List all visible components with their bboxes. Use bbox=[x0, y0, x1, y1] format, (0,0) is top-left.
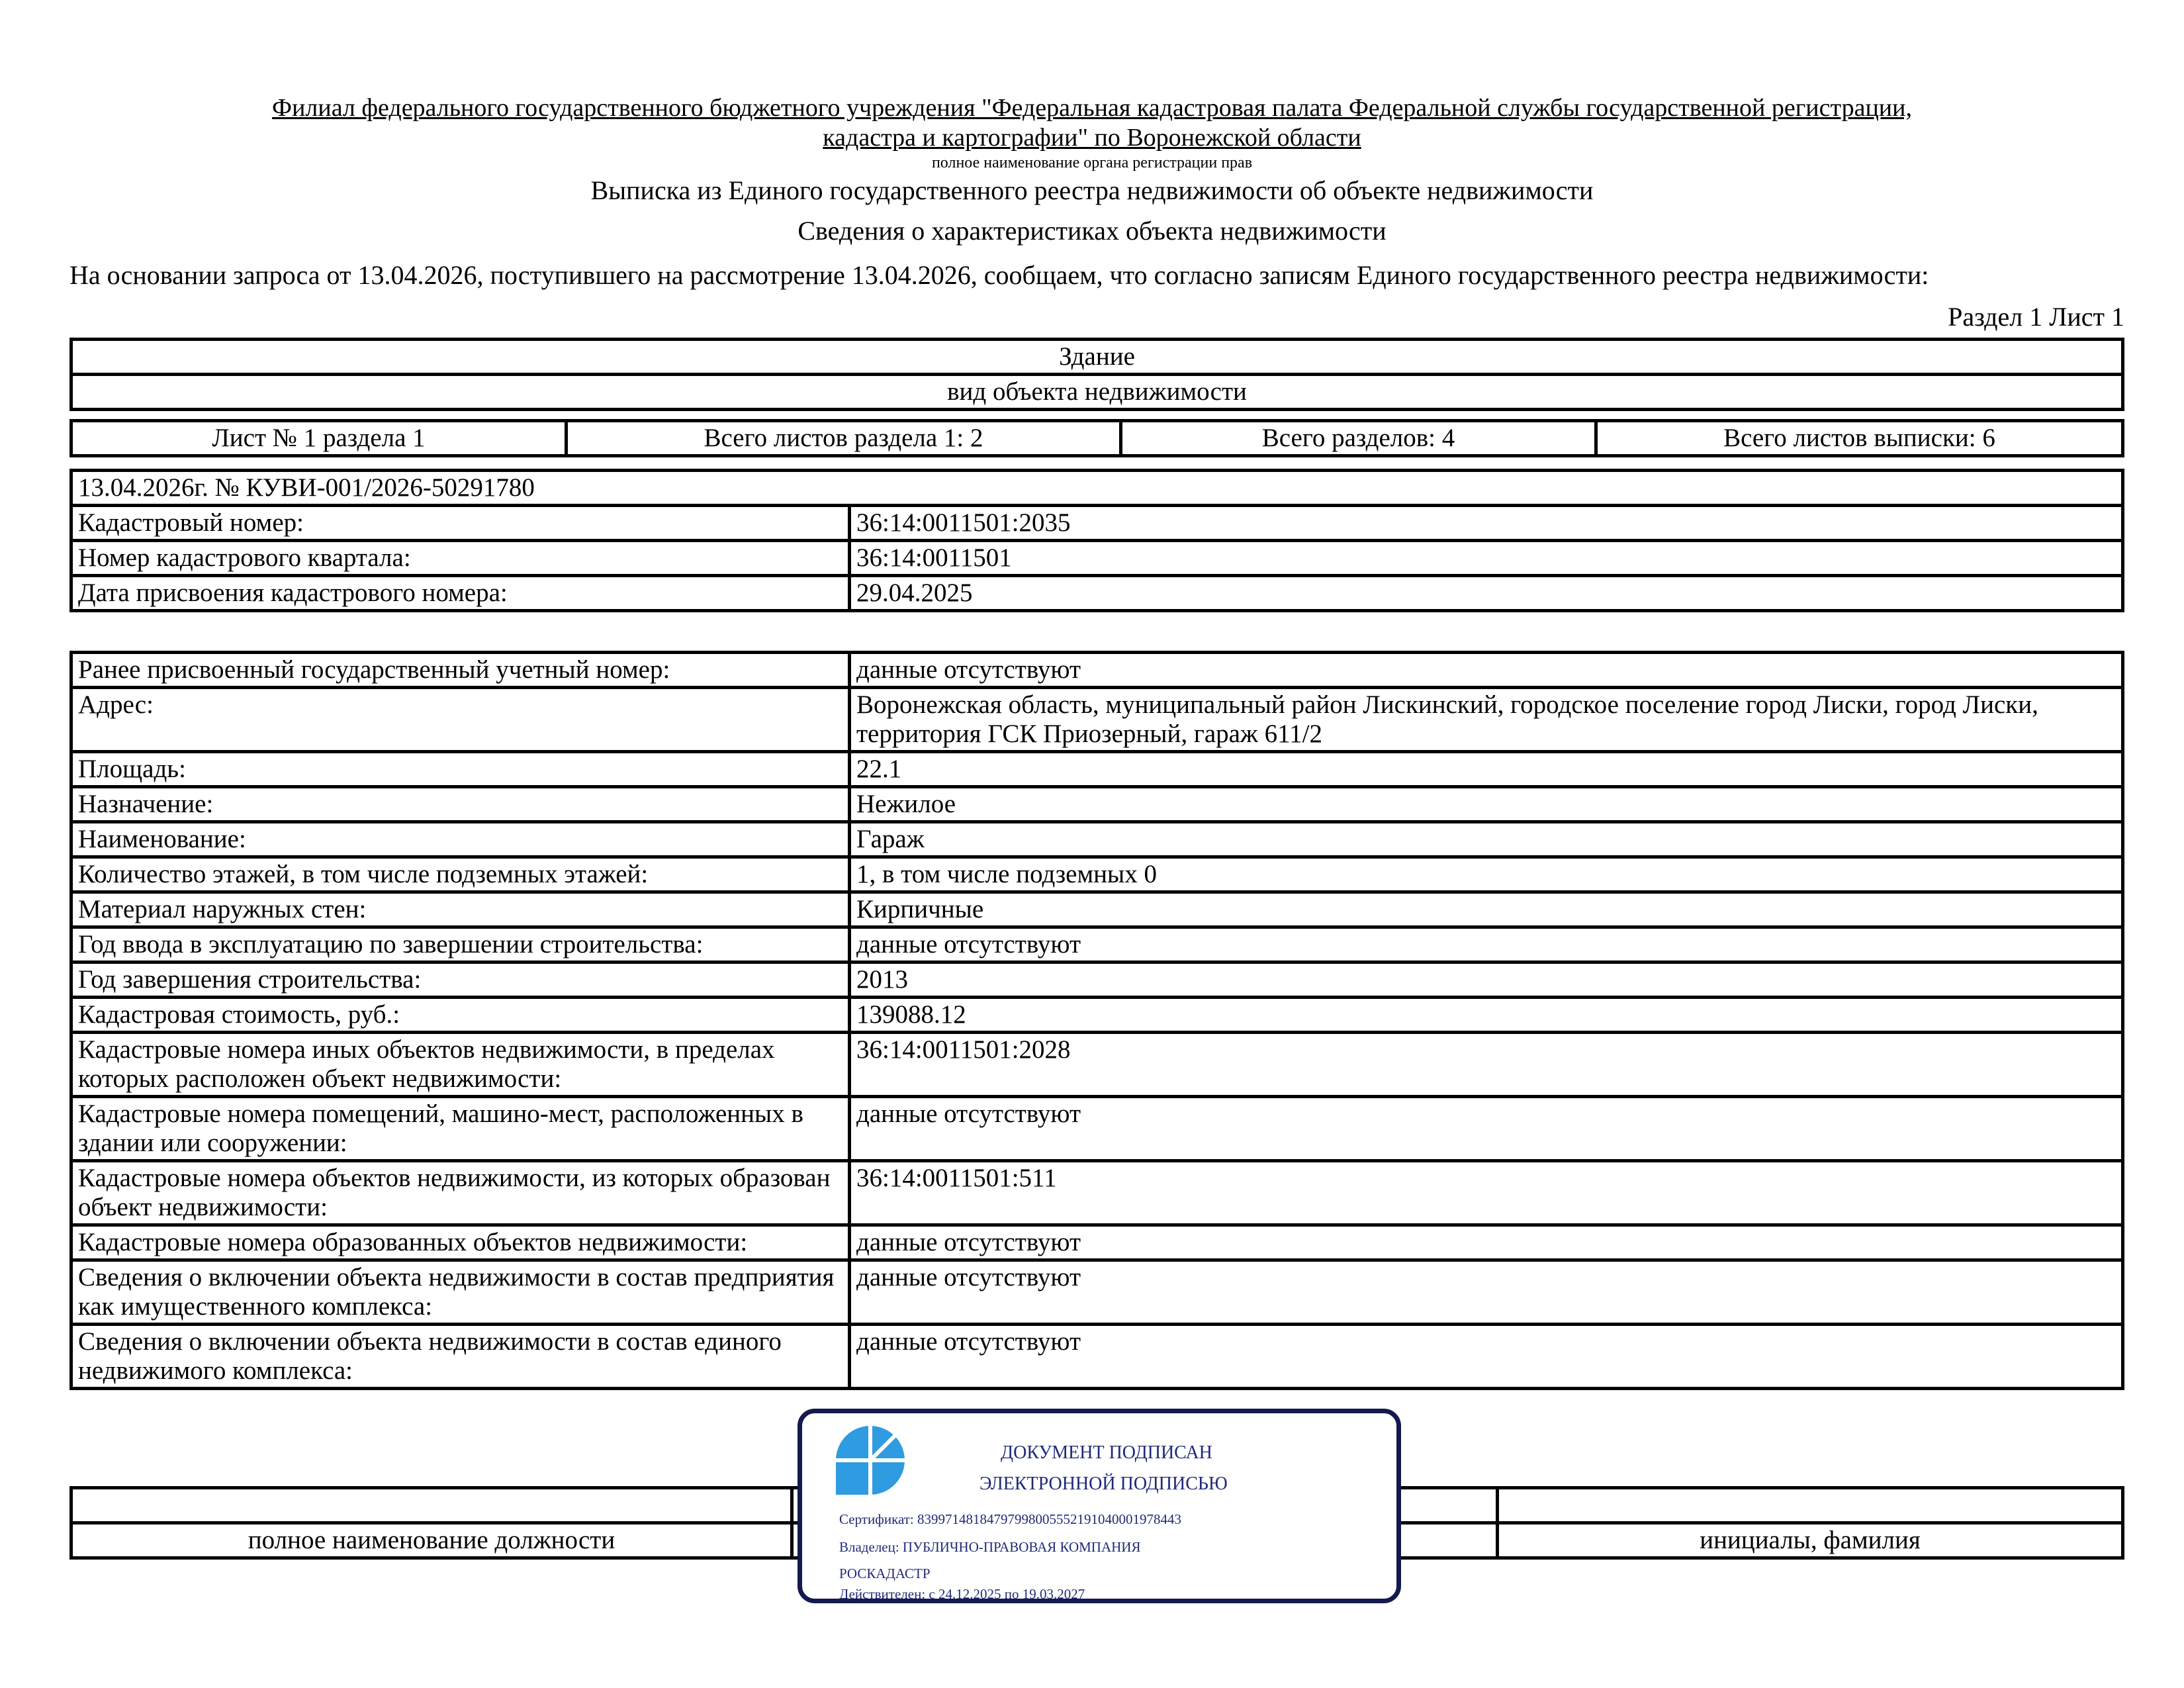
total-sections: Всего разделов: 4 bbox=[1121, 421, 1596, 456]
table-row bbox=[71, 1161, 2123, 1225]
request-reference: 13.04.2026г. № КУВИ-001/2026-50291780 bbox=[71, 471, 2123, 506]
document-subtitle: Сведения о характеристиках объекта недвижимости bbox=[797, 216, 1387, 246]
row-value: данные отсутствуют bbox=[850, 1225, 2123, 1260]
row-value: 36:14:0011501:2035 bbox=[850, 506, 2123, 541]
row-value: данные отсутствуют bbox=[850, 927, 2123, 962]
table-row bbox=[71, 787, 2123, 822]
row-label: Номер кадастрового квартала: bbox=[71, 541, 850, 576]
table-row bbox=[71, 1097, 2123, 1161]
row-value: данные отсутствуют bbox=[850, 653, 2123, 688]
sheet-number: Лист № 1 раздела 1 bbox=[71, 421, 567, 456]
sheets-info-table bbox=[69, 419, 2124, 457]
characteristics-table bbox=[69, 651, 2124, 1390]
section-sheet-ref: Раздел 1 Лист 1 bbox=[1948, 302, 2124, 332]
row-value: Гараж bbox=[850, 822, 2123, 857]
stamp-owner-line2: РОСКАДАСТР bbox=[839, 1566, 931, 1581]
row-label: Кадастровая стоимость, руб.: bbox=[71, 998, 850, 1033]
table-row bbox=[71, 688, 2123, 752]
table-row bbox=[71, 576, 2123, 611]
row-label: Кадастровые номера образованных объектов недвижимости: bbox=[71, 1225, 850, 1260]
stamp-validity: Действителен: с 24.12.2025 по 19.03.2027 bbox=[839, 1586, 1085, 1602]
row-label: Наименование: bbox=[71, 822, 850, 857]
row-value: 1, в том числе подземных 0 bbox=[850, 857, 2123, 892]
table-row bbox=[71, 822, 2123, 857]
name-caption: инициалы, фамилия bbox=[1498, 1523, 2123, 1558]
row-label: Год завершения строительства: bbox=[71, 962, 850, 998]
organization-name-line1: Филиал федерального государственного бюджетного учреждения "Федеральная кадастровая палата Федеральной службы государственной регистрации, bbox=[272, 94, 1912, 122]
electronic-signature-stamp bbox=[797, 1409, 1401, 1603]
table-row bbox=[71, 927, 2123, 962]
row-value: данные отсутствуют bbox=[850, 1325, 2123, 1389]
row-label: Адрес: bbox=[71, 688, 850, 752]
row-value: 139088.12 bbox=[850, 998, 2123, 1033]
table-row bbox=[71, 962, 2123, 998]
table-row bbox=[71, 1260, 2123, 1325]
row-label: Назначение: bbox=[71, 787, 850, 822]
row-value: 29.04.2025 bbox=[850, 576, 2123, 611]
table-row bbox=[71, 506, 2123, 541]
stamp-owner-line1: Владелец: ПУБЛИЧНО-ПРАВОВАЯ КОМПАНИЯ bbox=[839, 1539, 1141, 1555]
stamp-line1: ДОКУМЕНТ ПОДПИСАН bbox=[1001, 1442, 1212, 1463]
request-basis-text: На основании запроса от 13.04.2026, поступившего на рассмотрение 13.04.2026, сообщаем, что согласно записям Единого государственного реестра недвижимости: bbox=[69, 260, 1929, 290]
row-value: 2013 bbox=[850, 962, 2123, 998]
row-label: Год ввода в эксплуатацию по завершении строительства: bbox=[71, 927, 850, 962]
table-row bbox=[71, 998, 2123, 1033]
document-title: Выписка из Единого государственного реестра недвижимости об объекте недвижимости bbox=[590, 175, 1594, 205]
total-section-sheets: Всего листов раздела 1: 2 bbox=[567, 421, 1121, 456]
table-row bbox=[71, 653, 2123, 688]
table-row bbox=[71, 1033, 2123, 1097]
position-field bbox=[71, 1488, 792, 1523]
row-value: данные отсутствуют bbox=[850, 1097, 2123, 1161]
object-type-caption: вид объекта недвижимости bbox=[71, 375, 2123, 410]
row-value: Нежилое bbox=[850, 787, 2123, 822]
row-value: 36:14:0011501:511 bbox=[850, 1161, 2123, 1225]
table-row bbox=[71, 541, 2123, 576]
table-row bbox=[71, 857, 2123, 892]
organization-caption: полное наименование органа регистрации прав bbox=[931, 154, 1253, 171]
row-label: Кадастровые номера помещений, машино-мест, расположенных в здании или сооружении: bbox=[71, 1097, 850, 1161]
row-value: Воронежская область, муниципальный район Лискинский, городское поселение город Лиски, город Лиски, территория ГСК Приозерный, гараж 611/2 bbox=[850, 688, 2123, 752]
row-label: Кадастровые номера иных объектов недвижимости, в пределах которых расположен объект недвижимости: bbox=[71, 1033, 850, 1097]
table-row bbox=[71, 1325, 2123, 1389]
row-value: данные отсутствуют bbox=[850, 1260, 2123, 1325]
object-type-value: Здание bbox=[71, 340, 2123, 375]
request-table bbox=[69, 469, 2124, 612]
object-type-table bbox=[69, 338, 2124, 411]
row-label: Дата присвоения кадастрового номера: bbox=[71, 576, 850, 611]
row-value: 36:14:0011501:2028 bbox=[850, 1033, 2123, 1097]
row-value: 36:14:0011501 bbox=[850, 541, 2123, 576]
row-label: Сведения о включении объекта недвижимости в состав предприятия как имущественного комплекса: bbox=[71, 1260, 850, 1325]
row-label: Количество этажей, в том числе подземных этажей: bbox=[71, 857, 850, 892]
total-extract-sheets: Всего листов выписки: 6 bbox=[1596, 421, 2123, 456]
row-label: Сведения о включении объекта недвижимости в состав единого недвижимого комплекса: bbox=[71, 1325, 850, 1389]
table-row bbox=[71, 752, 2123, 787]
stamp-certificate: Сертификат: 83997148184797998005552191040001978443 bbox=[839, 1511, 1181, 1527]
roskadastr-logo-icon bbox=[834, 1424, 907, 1497]
name-field bbox=[1498, 1488, 2123, 1523]
row-value: 22.1 bbox=[850, 752, 2123, 787]
table-row bbox=[71, 892, 2123, 927]
row-label: Ранее присвоенный государственный учетный номер: bbox=[71, 653, 850, 688]
organization-name-line2: кадастра и картографии" по Воронежской области bbox=[823, 124, 1361, 152]
row-value: Кирпичные bbox=[850, 892, 2123, 927]
table-row bbox=[71, 1225, 2123, 1260]
row-label: Кадастровый номер: bbox=[71, 506, 850, 541]
stamp-line2: ЭЛЕКТРОННОЙ ПОДПИСЬЮ bbox=[979, 1474, 1228, 1494]
row-label: Кадастровые номера объектов недвижимости, из которых образован объект недвижимости: bbox=[71, 1161, 850, 1225]
position-caption: полное наименование должности bbox=[71, 1523, 792, 1558]
row-label: Материал наружных стен: bbox=[71, 892, 850, 927]
row-label: Площадь: bbox=[71, 752, 850, 787]
